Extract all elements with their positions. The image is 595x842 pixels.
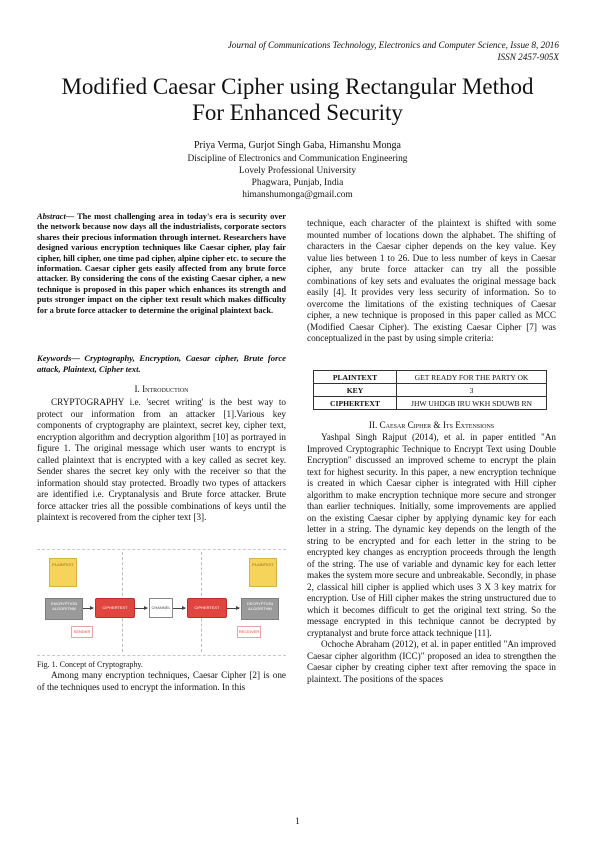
right-text-1: technique, each character of the plaintext is shifted with some mounted number of locations down the alphabet. The shifting of characters in the Caesar cipher depends on the key value. Key value lies between 1 to 26. Due to less number of keys in Caesar cipher, any brute force attacker can try all the possible combinations of key sets and evaluates the original message back easily [4]. It provides very less security of information. So to overcome the limitations of the existing techniques of Caesar cipher, a new technique is proposed in this paper called as MCC (Modified Caesar Cipher). The existing Caesar Cipher [7] was conceptualized in the past by using simple criteria: — [307, 218, 556, 343]
intro-continued — [37, 670, 286, 693]
right-column-intro — [307, 218, 556, 345]
journal-name: Journal of Communications Technology, Electronics and Computer Science, Issue 8, 2016 — [227, 40, 559, 50]
figure-cryptography-concept — [37, 549, 286, 656]
table-cell-label: KEY — [314, 384, 397, 397]
author-block — [0, 139, 595, 201]
table-cell-label: CIPHERTEXT — [314, 397, 397, 410]
keywords-label: Keywords— — [37, 353, 80, 363]
plaintext-document-icon: PLAINTEXT — [249, 558, 277, 587]
affiliation-1: Discipline of Electronics and Communication Engineering — [187, 154, 408, 164]
table-row — [314, 384, 547, 397]
encryption-algorithm-box: ENCRYPTION ALGORITHM — [45, 598, 83, 620]
plaintext-document-icon: PLAINTEXT — [49, 558, 77, 587]
caesar-example-table — [313, 370, 547, 410]
right-column-section2 — [307, 432, 556, 685]
title-line-1: Modified Caesar Cipher using Rectangular Method — [61, 74, 534, 99]
right-text-3: Ochoche Abraham (2012), et al. in paper entitled "An improved Caesar cipher algorithm (ICC)" proposed an idea to strengthen the Caesar cipher by creating cipher text after removing the space in plaintext. The positions of the spaces — [307, 639, 556, 684]
decryption-algorithm-box: DECRYPTION ALGORITHM — [241, 598, 279, 620]
journal-header — [159, 40, 559, 63]
table-cell-label: PLAINTEXT — [314, 371, 397, 384]
affiliation-3: Phagwara, Punjab, India — [251, 178, 344, 188]
abstract-label: Abstract— — [37, 212, 75, 221]
arrow-icon — [227, 608, 239, 609]
affiliation-2: Lovely Professional University — [238, 166, 357, 176]
author-email[interactable]: himanshumonga@gmail.com — [242, 190, 353, 200]
paper-title — [0, 74, 595, 126]
table-row — [314, 371, 547, 384]
page-number: 1 — [295, 816, 300, 826]
receiver-label: RECEIVER — [237, 626, 261, 638]
ciphertext-box: CIPHERTEXT — [95, 598, 135, 618]
arrow-icon — [173, 608, 185, 609]
intro-paragraph — [37, 397, 286, 524]
table-cell-value: GET READY FOR THE PARTY OK — [397, 371, 547, 384]
abstract — [37, 212, 286, 316]
section-heading-caesar: II. Caesar Cipher & Its Extensions — [368, 420, 495, 430]
keywords — [37, 353, 286, 374]
table-row — [314, 397, 547, 410]
table-cell-value: 3 — [397, 384, 547, 397]
arrow-icon — [83, 608, 93, 609]
intro-text: CRYPTOGRAPHY i.e. 'secret writing' is the best way to protect our information from an attacker [1].Various key components of cryptography are plaintext, secret key, cipher text, encryption algorithm and decryption algorithm [10] as portrayed in figure 1. The original message which user wants to encrypt is called plaintext that is encrypted with a key called as secret key. Sender shares the secret key only with the receiver so that the information should stay protected. Broadly two types of attackers are identified i.e. Cryptanalysis and Brute force attacker. Brute force attacker tries all the possible combinations of keys until the plaintext is recovered from the cipher text [3]. — [37, 397, 286, 522]
section-heading-introduction: I. Introduction — [134, 384, 189, 394]
channel-box: CHANNEL — [149, 598, 173, 618]
figure-caption: Fig. 1. Concept of Cryptography. — [37, 660, 143, 669]
title-line-2: For Enhanced Security — [192, 100, 403, 125]
arrow-icon — [135, 608, 147, 609]
right-text-2: Yashpal Singh Rajput (2014), et al. in paper entitled "An Improved Cryptographic Technique to Encrypt Text using Double Encryption" discussed an improved scheme to encrypt the plain text for highest security. In this paper, a new encryption technique is created in which Caesar cipher is integrated with Hill cipher algorithm to make encryption technique more secure and stronger than earlier techniques. Initially, some improvements are applied on the existing Caesar cipher by applying dynamic key for each letter in a string. The dynamic key depends on the length of the string to be encrypted and for each letter in the string to be encrypted key changes as encryption proceeds through the length of the string. The use of variable and dynamic key for each letter makes the system more secure and unbreakable. Secondly, in phase 2, classical hill cipher is applied which uses 3 X 3 key matrix for encryption. Use of Hill cipher makes the string unstructured due to which it becomes difficult to get the original text string. So the message encrypted in this technique cannot be decrypted by cryptanalyst and brute force attack technique [11]. — [307, 432, 556, 638]
issn: ISSN 2457-905X — [497, 51, 559, 62]
abstract-text: The most challenging area in today's era is security over the network because now days all the industrialists, corporate sectors shares their precious information through internet. Researchers have designed various encryption techniques like Caesar cipher, play fair cipher, hill cipher, one time pad cipher, alpine cipher etc. to secure the information. Caesar cipher gets easily affected from any brute force attacker. By considering the cons of the existing Caesar cipher, a new technique is proposed in this paper which enhances its strength and puts stronger impact on the cipher text result which makes difficulty for a brute force attacker to determine the original plaintext back. — [37, 212, 286, 315]
sender-label: SENDER — [71, 626, 93, 638]
intro-text-2: Among many encryption techniques, Caesar Cipher [2] is one of the techniques used to encrypt the information. In this — [37, 670, 286, 692]
ciphertext-box: CIPHERTEXT — [187, 598, 227, 618]
keywords-text: Cryptography, Encryption, Caesar cipher, Brute force attack, Plaintext, Cipher text. — [37, 353, 286, 374]
author-names: Priya Verma, Gurjot Singh Gaba, Himanshu Monga — [193, 140, 401, 151]
table-cell-value: JHW UHDGB IRU WKH SDUWB RN — [397, 397, 547, 410]
